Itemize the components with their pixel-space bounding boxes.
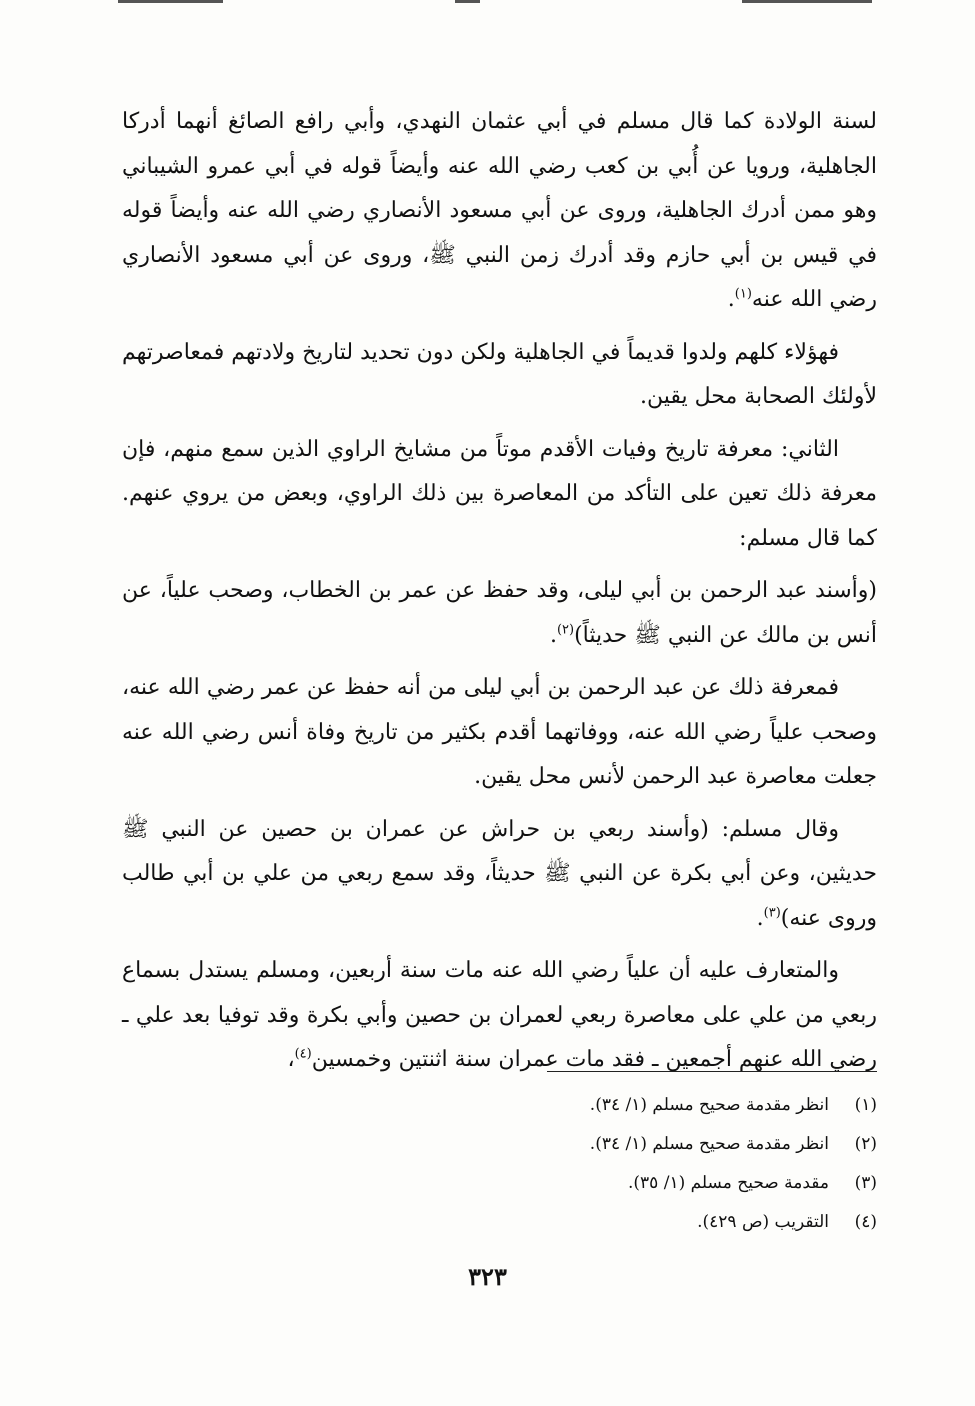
footnote-ref[interactable]: (٣) [763, 905, 781, 921]
paragraph: الثاني: معرفة تاريخ وفيات الأقدم موتاً من مشايخ الراوي الذين سمع منهم، فإن معرفة ذلك تعين على التأكد من المعاصرة بين ذلك الراوي، وبعض من يروي عنهم. كما قال مسلم: [122, 436, 877, 551]
paragraph: فهؤلاء كلهم ولدوا قديماً في الجاهلية ولكن دون تحديد لتاريخ ولادتهم فمعاصرتهم لأولئك الصحابة محل يقين. [122, 339, 877, 409]
footnote-text: انظر مقدمة صحيح مسلم (١/ ٣٤). [589, 1095, 829, 1115]
footnote-text: انظر مقدمة صحيح مسلم (١/ ٣٤). [589, 1134, 829, 1154]
footnote [377, 1086, 877, 1125]
footnote-number: (١) [854, 1095, 877, 1115]
footnotes [377, 1086, 877, 1242]
footnote-number: (٣) [854, 1173, 877, 1193]
footnote [377, 1164, 877, 1203]
paragraph: فمعرفة ذلك عن عبد الرحمن بن أبي ليلى من أنه حفظ عن عمر رضي الله عنه، وصحب علياً رضي الله عنه، ووفاتهما أقدم بكثير من تاريخ وفاة أنس رضي الله عنه جعلت معاصرة عبد الرحمن لأنس محل يقين. [122, 675, 877, 789]
main-text [122, 100, 877, 1083]
footnote-text: التقريب (ص ٤٢٩). [697, 1212, 829, 1232]
scan-artifact [118, 0, 223, 3]
footnote [377, 1203, 877, 1242]
footnote-text: مقدمة صحيح مسلم (١/ ٣٥). [627, 1173, 829, 1193]
paragraph: والمتعارف عليه أن علياً رضي الله عنه مات سنة أربعين، ومسلم يستدل بسماع ربعي من علي على معاصرة ربعي لعمران بن حصين وأبي بكرة وقد توفيا بعد علي ـ رضي الله عنهم أجمعين ـ فقد مات عمران سنة اثنتين وخمسين$^{(٤)}$، [122, 958, 877, 1072]
paragraph: وقال مسلم: (وأسند ربعي بن حراش عن عمران بن حصين عن النبي ﷺ حديثين، وعن أبي بكرة عن النبي ﷺ حديثاً، وقد سمع ربعي من علي بن أبي طالب وروى عنه)$^{(٣)}$. [122, 816, 877, 931]
scan-artifact [742, 0, 872, 3]
footnote [377, 1125, 877, 1164]
page-number: ٣٢٣ [468, 1262, 507, 1291]
quote-paragraph: (وأسند عبد الرحمن بن أبي ليلى، وقد حفظ عن عمر بن الخطاب، وصحب علياً، عن أنس بن مالك عن النبي ﷺ حديثاً)$^{(٢)}$. [122, 578, 877, 648]
footnote-separator [547, 1071, 877, 1072]
footnote-ref[interactable]: (١) [734, 286, 752, 302]
footnote-number: (٤) [854, 1212, 877, 1232]
footnote-ref[interactable]: (٤) [294, 1046, 312, 1062]
paragraph: لسنة الولادة كما قال مسلم في أبي عثمان النهدي، وأبي رافع الصائغ أنهما أدركا الجاهلية، ورويا عن أُبي بن كعب رضي الله عنه وأيضاً قوله في أبي عمرو الشيباني وهو ممن أدرك الجاهلية، وروى عن أبي مسعود الأنصاري رضي الله عنه وأيضاً قوله في قيس بن أبي حازم وقد أدرك زمن النبي ﷺ، وروى عن أبي مسعود الأنصاري رضي الله عنه$^{(١)}$. [122, 109, 877, 312]
footnote-ref[interactable]: (٢) [556, 622, 575, 638]
footnote-number: (٢) [854, 1134, 877, 1154]
scan-artifact [455, 0, 480, 3]
